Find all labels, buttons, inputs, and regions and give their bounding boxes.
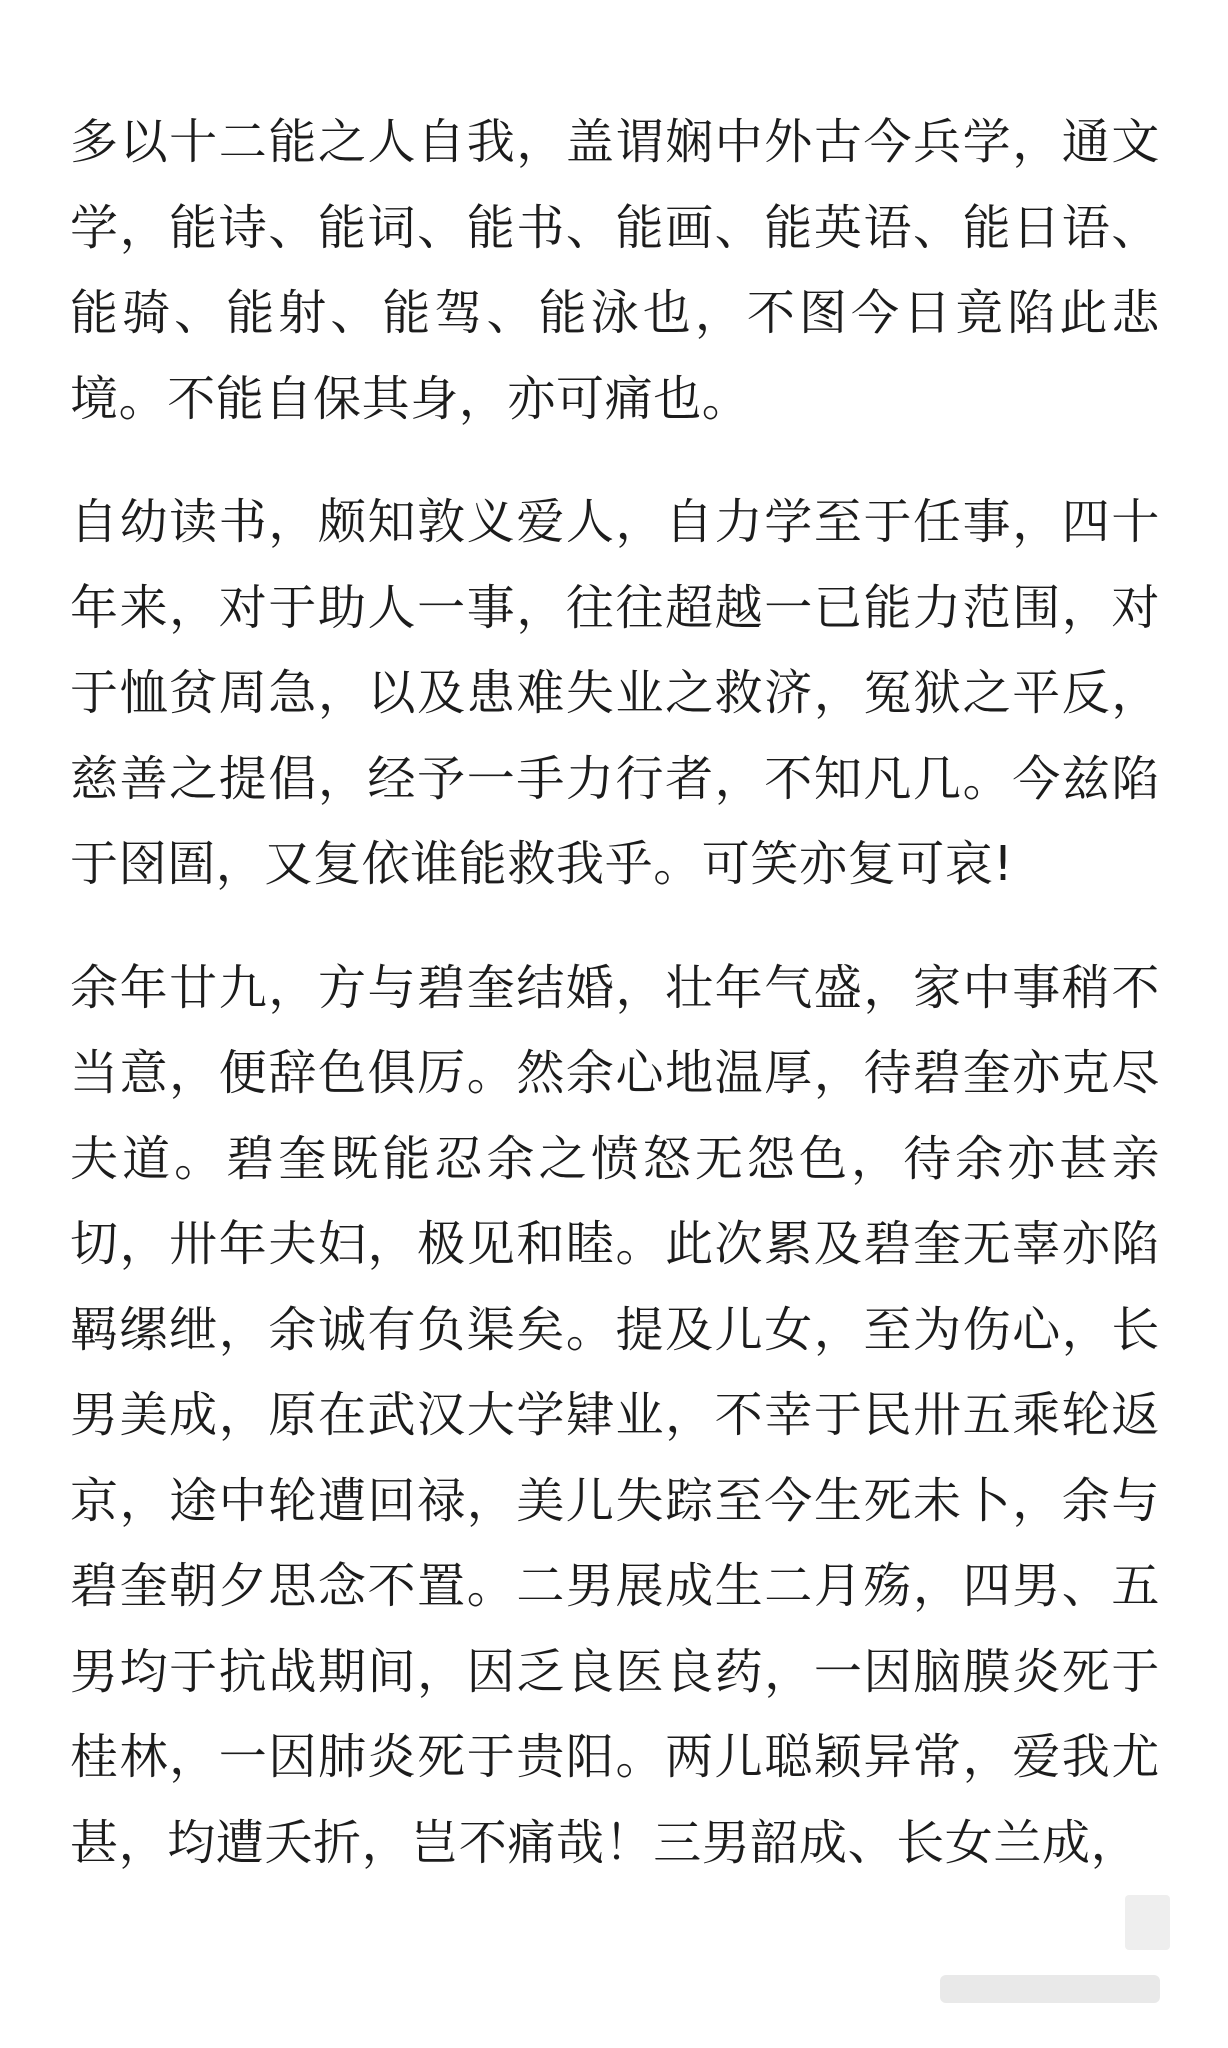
paragraph-1: 多以十二能之人自我，盖谓娴中外古今兵学，通文学，能诗、能词、能书、能画、能英语、能日语、能骑、能射、能驾、能泳也，不图今日竟陷此悲境。不能自保其身，亦可痛也。	[70, 114, 1160, 427]
watermark-logo-icon	[1125, 1895, 1170, 1950]
watermark-bar	[940, 1975, 1160, 2003]
article-body	[70, 100, 1160, 1924]
paragraph-2: 自幼读书，颇知敦义爱人，自力学至于任事，四十年来，对于助人一事，往往超越一已能力范围，对于恤贫周急，以及患难失业之救济，冤狱之平反，慈善之提倡，经予一手力行者，不知凡几。今兹陷于囹圄，又复依谁能救我乎。可笑亦复可哀!	[70, 494, 1160, 892]
watermark	[910, 1895, 1170, 2045]
paragraph-3: 余年廿九，方与碧奎结婚，壮年气盛，家中事稍不当意，便辞色俱厉。然余心地温厚，待碧奎亦克尽夫道。碧奎既能忍余之愤怒无怨色，待余亦甚亲切，卅年夫妇，极见和睦。此次累及碧奎无辜亦陷羁缧绁，余诚有负渠矣。提及儿女，至为伤心，长男美成，原在武汉大学肄业，不幸于民卅五乘轮返京，途中轮遭回禄，美儿失踪至今生死未卜，余与碧奎朝夕思念不置。二男展成生二月殇，四男、五男均于抗战期间，因乏良医良药，一因脑膜炎死于桂林，一因肺炎死于贵阳。两儿聪颖异常，爱我尤甚，均遭夭折，岂不痛哉！三男韶成、长女兰成，	[70, 959, 1160, 1871]
